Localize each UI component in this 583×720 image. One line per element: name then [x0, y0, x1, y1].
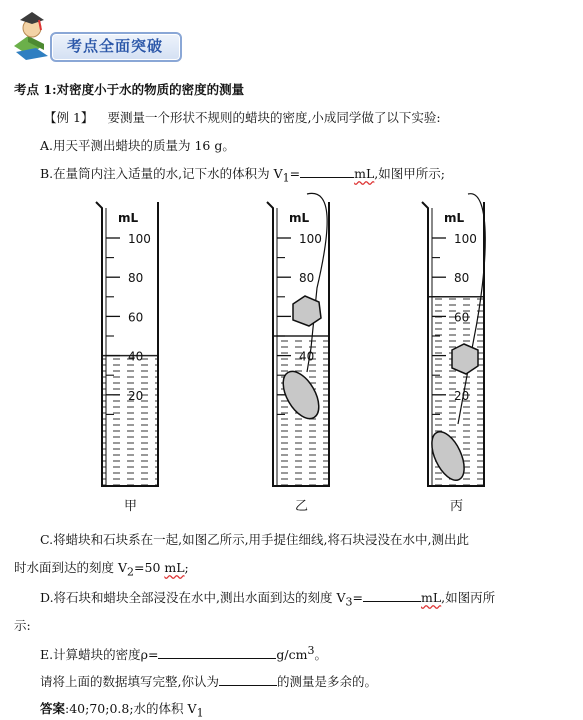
- cylinder-unit: mL: [118, 211, 139, 225]
- answer-label: 答案: [40, 701, 66, 716]
- tick-label: 60: [128, 310, 144, 325]
- step-c-line2: 时水面到达的刻度 $V_2=50$ mL;: [14, 560, 189, 579]
- example-intro-text: 要测量一个形状不规则的蜡块的密度,小成同学做了以下实验:: [107, 110, 441, 125]
- step-d: D.将石块和蜡块全部浸没在水中,测出水面到达的刻度 $V_3=$ mL,如图丙所: [40, 590, 496, 609]
- wax-block: [293, 296, 321, 326]
- step-b: B.在量筒内注入适量的水,记下水的体积为 $V_1=$ mL,如图甲所示;: [40, 166, 445, 185]
- answer-blank-redundant[interactable]: [219, 673, 277, 686]
- cylinder-caption: 甲: [124, 499, 138, 514]
- tick-label: 20: [454, 388, 470, 403]
- step-c-line1: C.将蜡块和石块系在一起,如图乙所示,用手提住细线,将石块浸没在水中,测出此: [40, 532, 469, 547]
- badge-title: 考点全面突破: [66, 37, 163, 55]
- answer-blank-v3[interactable]: [363, 589, 421, 602]
- question: 请将上面的数据填写完整,你认为 的测量是多余的。: [40, 674, 377, 689]
- tick-label: 100: [299, 232, 322, 246]
- example-intro: [44, 108, 441, 126]
- tick-label: 80: [128, 271, 144, 286]
- tick-label: 40: [128, 349, 144, 364]
- step-a: A.用天平测出蜡块的质量为 16 g。: [40, 138, 235, 153]
- answer: 答案:40;70;0.8;水的体积 $V_1$: [40, 701, 204, 720]
- answer-blank-density[interactable]: [158, 646, 276, 659]
- answer-blank-v1[interactable]: [300, 165, 354, 178]
- tick-label: 80: [454, 271, 470, 286]
- section-badge: [8, 6, 176, 62]
- tick-label: 60: [454, 310, 470, 325]
- tick-label: 20: [128, 388, 144, 403]
- tick-label: 100: [454, 232, 477, 246]
- section-heading: 考点 1:对密度小于水的物质的密度的测量: [14, 82, 245, 97]
- cylinder-caption: 丙: [450, 499, 464, 514]
- step-d-line2: 示:: [14, 618, 31, 633]
- wax-block: [452, 344, 478, 374]
- tick-label: 80: [299, 271, 315, 286]
- cylinder-caption: 乙: [295, 499, 309, 514]
- cylinder-unit: mL: [289, 211, 310, 225]
- cylinders-figure: [0, 188, 583, 518]
- tick-label: 40: [299, 349, 315, 364]
- cylinder-unit: mL: [444, 211, 465, 225]
- example-tag: 【例 1】: [44, 110, 94, 125]
- tick-label: 100: [128, 232, 151, 246]
- step-e: E.计算蜡块的密度$\rho= g/cm^3$。: [40, 644, 328, 663]
- answer-text: :40;70;0.8;水的体积 V: [65, 701, 197, 716]
